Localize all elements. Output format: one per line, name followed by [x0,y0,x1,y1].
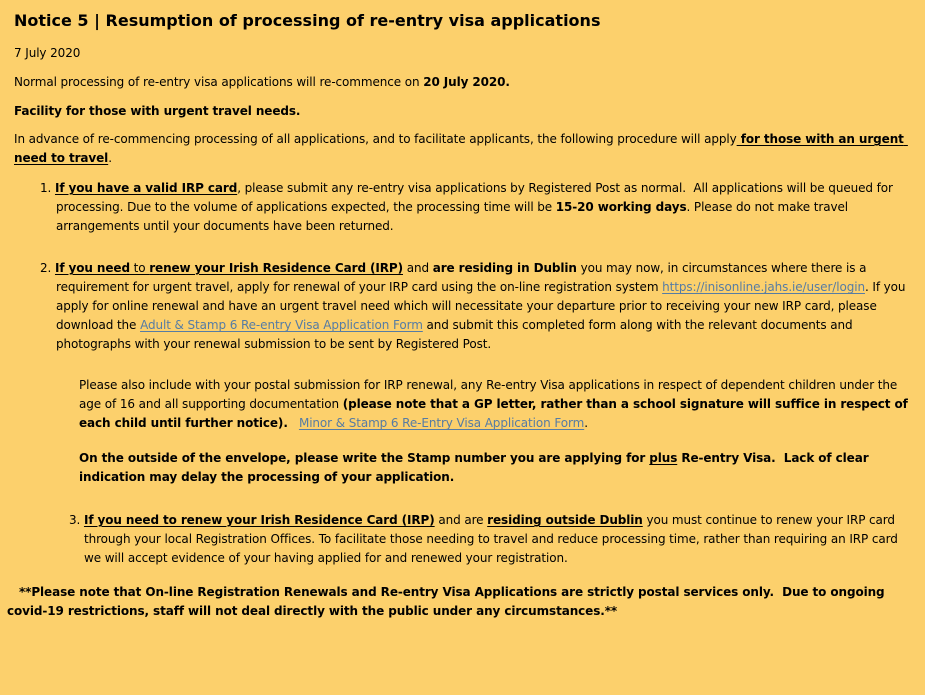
adult-stamp6-reentry-form-link[interactable]: Adult & Stamp 6 Re-entry Visa Application Form [140,318,423,332]
text-run: , please submit any re-entry visa applications by Registered Post as normal. All applications will be queued for processing. Due to the volume of applications expected, the processing time will be [56,181,897,214]
text-run: If you need to renew your Irish Residence Card (IRP) [83,513,435,527]
text-run: residing outside Dublin [487,513,643,527]
list-item-number: 3. [69,513,84,527]
text-run: 20 July 2020. [423,75,510,89]
list-item-renew-irp-dublin [40,259,911,354]
text-run: Re-entry Visa. Lack of clear indication may delay the processing of your application. [79,451,873,484]
text-run: and [402,261,433,275]
text-run: renew your Irish Residence Card (IRP) [149,261,403,275]
notice-date: 7 July 2020 [14,46,81,60]
para-facility-heading [14,102,911,121]
text-run: and submit this completed form along with the relevant documents and photographs with your renewal submission to be sent by Registered Post. [56,318,857,351]
list-item-text [55,181,897,233]
text-run: Facility for those with urgent travel needs. [14,104,301,118]
text-run: for those with an urgent need to travel [14,132,908,165]
text-run: If you need [54,261,130,275]
text-run: Please also include with your postal submission for IRP renewal, any Re-entry Visa applications in respect of dependent children under the age of 16 and all supporting documentation [79,378,901,411]
list-item-number: 1. [40,181,55,195]
para-postal-services-note [7,583,911,621]
minor-stamp6-reentry-form-link[interactable]: Minor & Stamp 6 Re-Entry Visa Application Form [298,416,585,430]
text-run: . [108,151,112,165]
list-item-text [55,261,909,351]
para-dependent-children [79,376,911,433]
text-run: 15-20 working days [555,200,687,214]
text-run: On the outside of the envelope, please write the Stamp number you are applying for [79,451,650,465]
text-run [288,416,299,430]
text-run: In advance of re-commencing processing of all applications, and to facilitate applicants, the following procedure will apply [14,132,737,146]
text-run: are residing in Dublin [432,261,577,275]
para-envelope-instructions [79,449,911,487]
list-item-renew-irp-outside-dublin [69,511,911,568]
para-urgent-procedure [14,130,911,168]
text-run: and are [434,513,488,527]
list-item-text [84,513,902,565]
text-run: you may now, in circumstances where there is a requirement for urgent travel, apply for renewal of your IRP card using the on-line registration system [56,261,871,294]
list-item-number: 2. [40,261,55,275]
text-run: . Please do not make travel arrangements until your documents have been returned. [56,200,852,233]
text-run: to [129,261,150,275]
text-run: If you have a valid IRP card [54,181,238,195]
text-run: . [584,416,588,430]
text-run: . If you apply for online renewal and have an urgent travel need which will necessitate your departure prior to receiving your new IRP card, please download the [56,280,910,332]
list-item-valid-irp-card [40,179,911,236]
text-run: **Please note that On-line Registration Renewals and Re-entry Visa Applications are strictly postal services only. Due to ongoing covid-19 restrictions, staff will not deal directly with the public under any circumstances.** [7,585,889,618]
para-normal-processing [14,73,911,92]
text-run: (please note that a GP letter, rather than a school signature will suffice in respect of each child until further notice). [79,397,912,430]
notice-title: Notice 5 | Resumption of processing of re-entry visa applications [14,11,601,30]
text-run: plus [649,451,678,465]
inis-online-login-link[interactable]: https://inisonline.jahs.ie/user/login [662,280,865,294]
text-run: you must continue to renew your IRP card through your local Registration Offices. To facilitate those needing to travel and reduce processing time, rather than requiring an IRP card we will accept evidence of your having applied for and renewed your registration. [84,513,902,565]
text-run: Normal processing of re-entry visa applications will re-commence on [14,75,424,89]
